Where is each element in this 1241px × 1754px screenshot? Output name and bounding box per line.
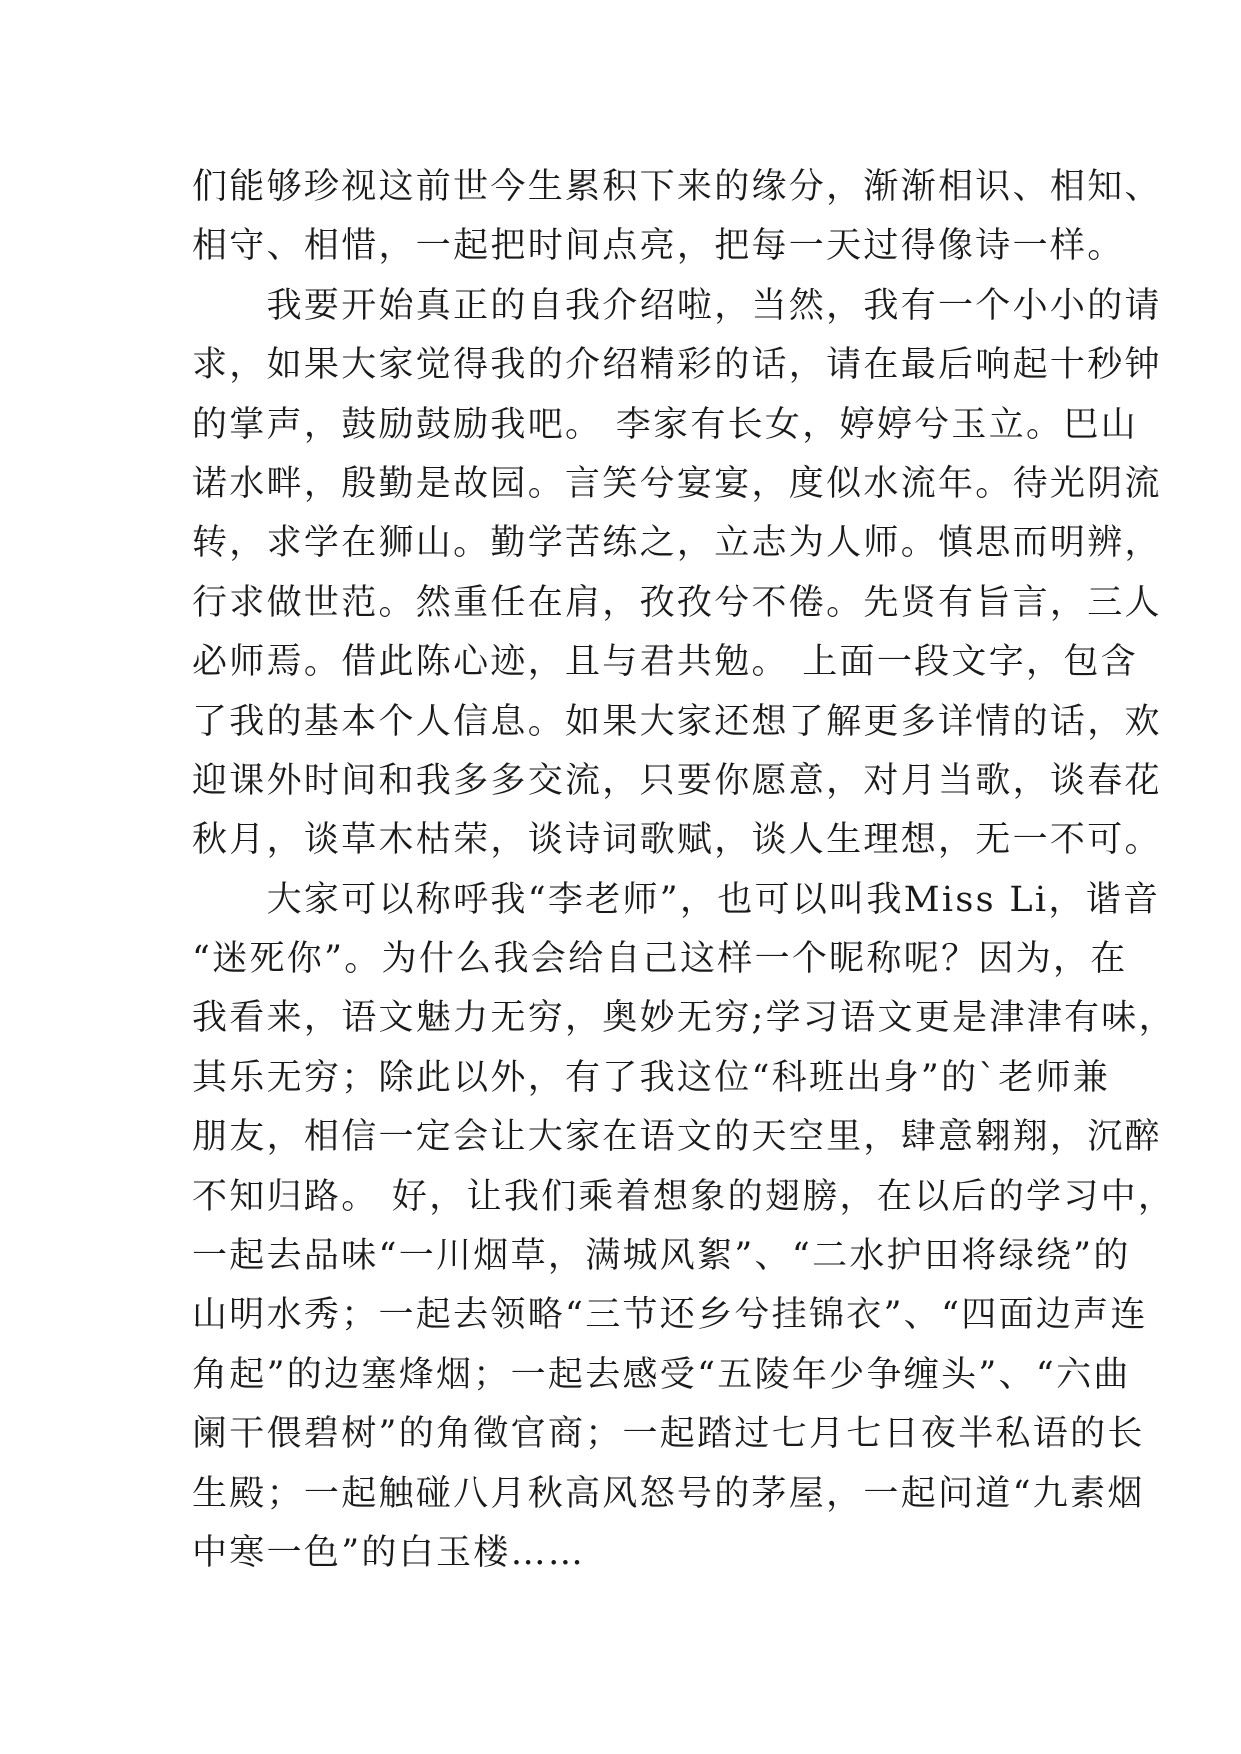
- text-line: 一起去品味“一川烟草，满城风絮”、“二水护田将绿绕”的: [192, 1236, 1131, 1277]
- text-line: 必师焉。借此陈心迹，且与君共勉。 上面一段文字，包含: [192, 642, 1138, 683]
- text-line: 我看来，语文魅力无穷，奥妙无穷;学习语文更是津津有味，: [192, 998, 1176, 1039]
- text-line: 相守、相惜，一起把时间点亮，把每一天过得像诗一样。: [192, 226, 1125, 267]
- text-line: “迷死你”。为什么我会给自己这样一个昵称呢？因为，在: [192, 939, 1128, 980]
- text-line: 们能够珍视这前世今生累积下来的缘分，渐渐相识、相知、: [192, 167, 1162, 207]
- text-line: 山明水秀；一起去领略“三节还乡兮挂锦衣”、“四面边声连: [192, 1295, 1148, 1336]
- body-text: [192, 158, 1176, 1583]
- text-line: 诺水畔，殷勤是故园。言笑兮宴宴，度似水流年。待光阴流: [192, 463, 1162, 504]
- text-line: 秋月，谈草木枯荣，谈诗词歌赋，谈人生理想，无一不可。: [192, 820, 1162, 861]
- text-line: 的掌声，鼓励鼓励我吧。 李家有长女，婷婷兮玉立。巴山: [192, 404, 1138, 445]
- text-line: 生殿；一起触碰八月秋高风怒号的茅屋，一起问道“九素烟: [192, 1473, 1145, 1514]
- text-line: 我要开始真正的自我介绍啦，当然，我有一个小小的请: [192, 285, 1162, 326]
- text-line: 朋友，相信一定会让大家在语文的天空里，肆意翱翔，沉醉: [192, 1117, 1162, 1158]
- text-line: 行求做世范。然重任在肩，孜孜兮不倦。先贤有旨言，三人: [192, 582, 1162, 623]
- text-line: 其乐无穷；除此以外，有了我这位“科班出身”的`老师兼: [192, 1057, 1111, 1098]
- text-line: 转，求学在狮山。勤学苦练之，立志为人师。慎思而明辨，: [192, 523, 1162, 564]
- text-line: 中寒一色”的白玉楼……: [192, 1532, 586, 1573]
- text-line: 大家可以称呼我“李老师”，也可以叫我Miss Li，谐音: [192, 879, 1161, 920]
- text-line: 迎课外时间和我多多交流，只要你愿意，对月当歌，谈春花: [192, 760, 1162, 801]
- text-line: 了我的基本个人信息。如果大家还想了解更多详情的话，欢: [192, 701, 1162, 742]
- text-line: 角起”的边塞烽烟；一起去感受“五陵年少争缠头”、“六曲: [192, 1354, 1131, 1395]
- text-line: 阑干偎碧树”的角徵官商；一起踏过七月七日夜半私语的长: [192, 1414, 1145, 1455]
- text-line: 不知归路。 好，让我们乘着想象的翅膀，在以后的学习中，: [192, 1176, 1176, 1217]
- text-line: 求，如果大家觉得我的介绍精彩的话，请在最后响起十秒钟: [192, 345, 1162, 386]
